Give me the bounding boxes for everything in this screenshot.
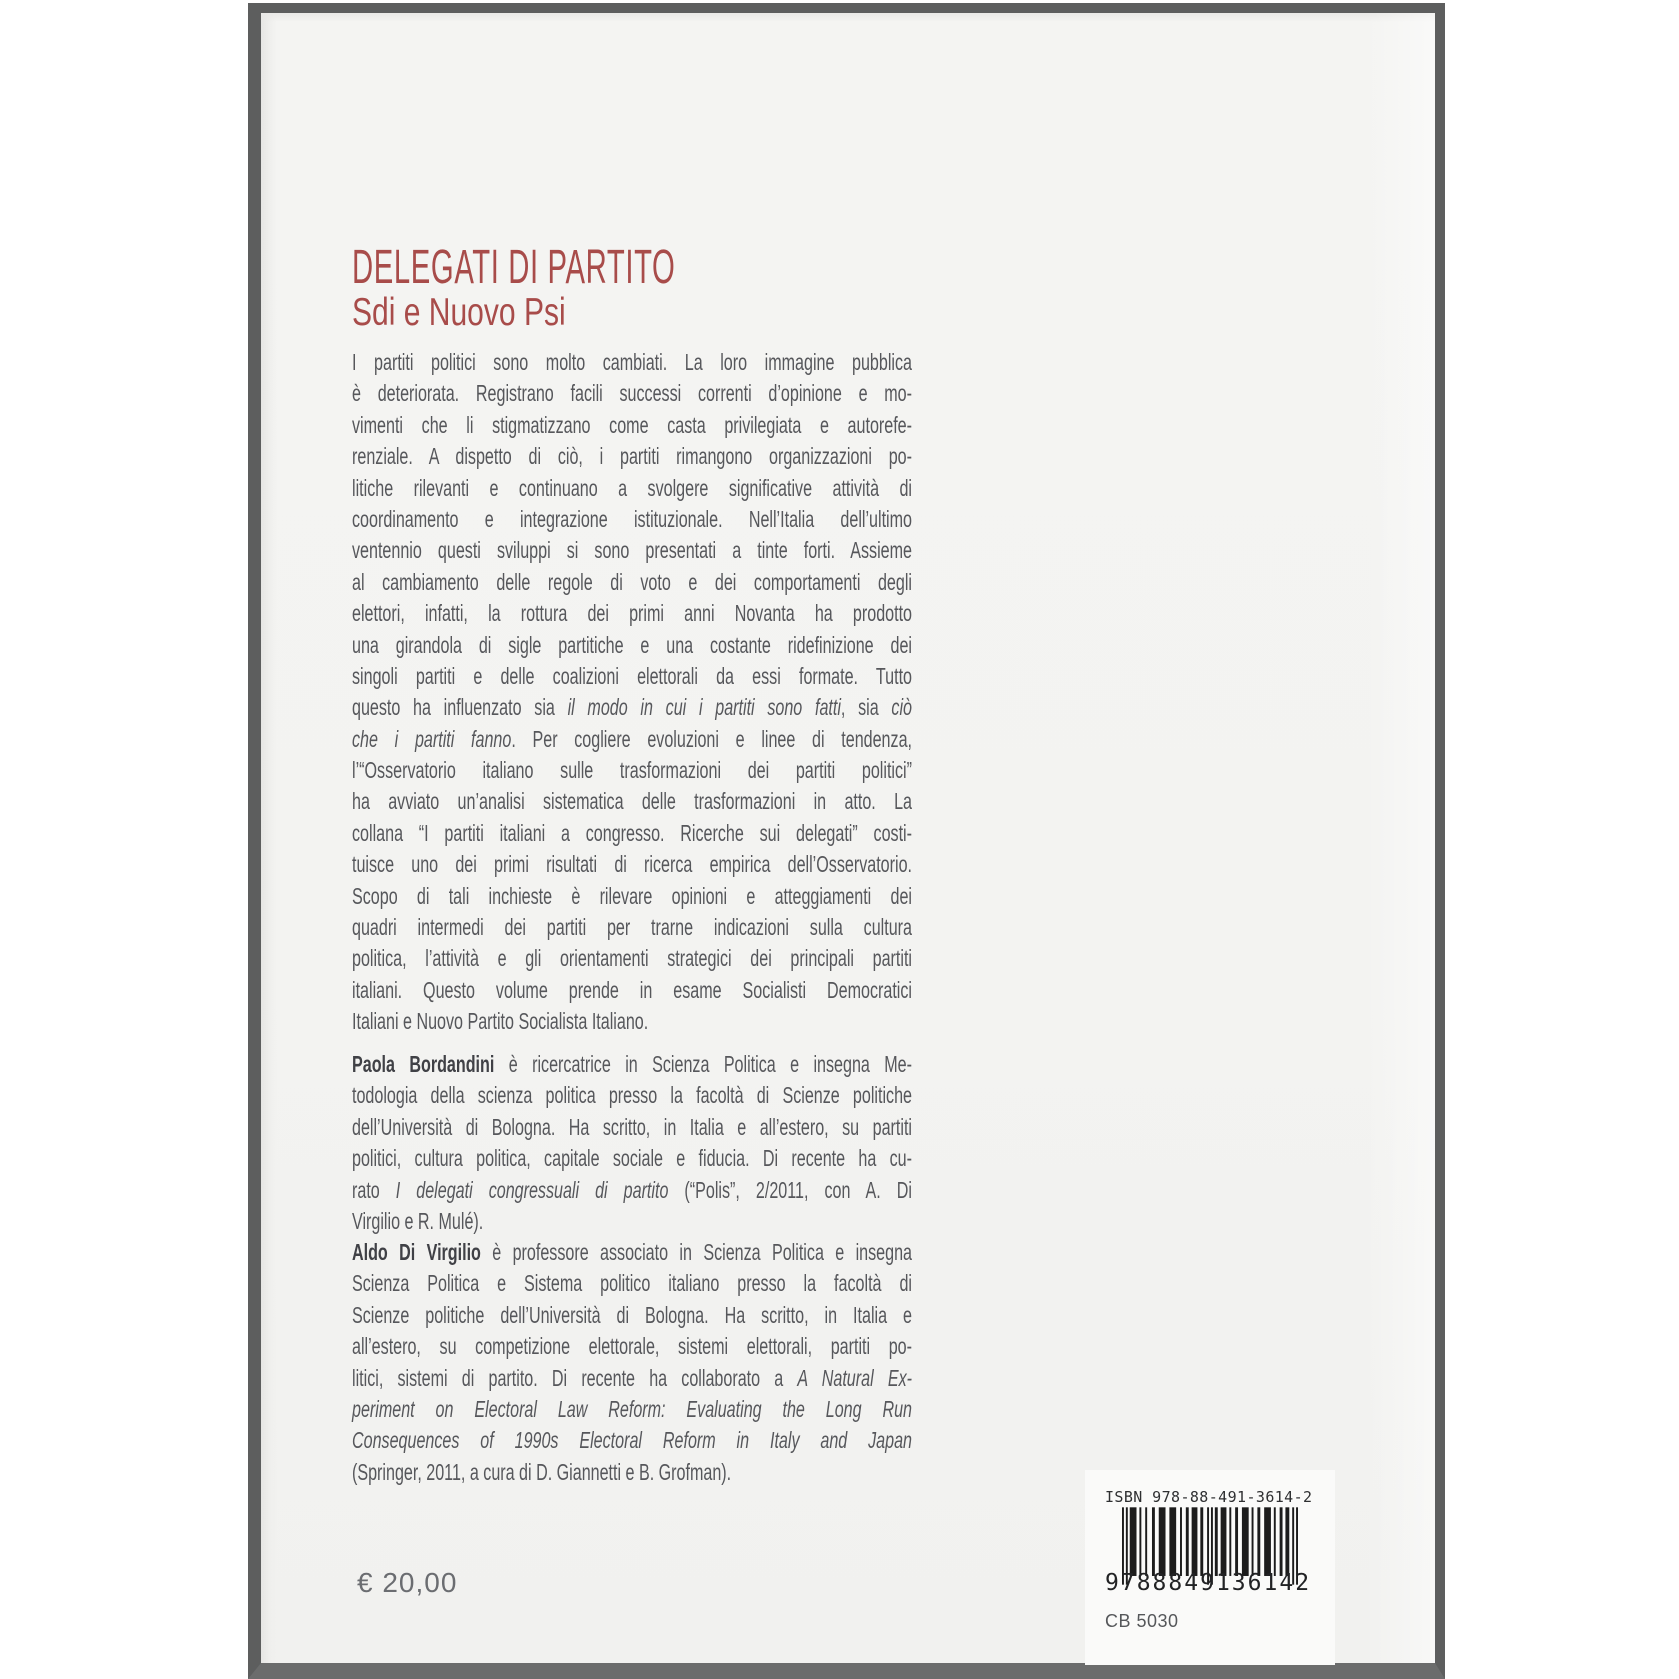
book-back-cover <box>248 3 1445 1679</box>
text-line: Consequences of 1990s Electoral Reform in Italy and Japan <box>352 1427 912 1454</box>
text-line: ha avviato un’analisi sistematica delle trasformazioni in atto. La <box>352 788 912 815</box>
isbn-label <box>1085 1470 1335 1665</box>
price: € 20,00 <box>357 1567 458 1598</box>
text-line: elettori, infatti, la rottura dei primi anni Novanta ha prodotto <box>352 600 912 627</box>
page-edges-left <box>261 13 277 1663</box>
text-line: coordinamento e integrazione istituzionale. Nell’Italia dell’ultimo <box>352 505 912 532</box>
text-line: litici, sistemi di partito. Di recente ha collaborato a A Natural Ex- <box>352 1364 912 1391</box>
text-line: politici, cultura politica, capitale sociale e fiducia. Di recente ha cu- <box>352 1145 912 1172</box>
text-line: renziale. A dispetto di ciò, i partiti rimangono organizzazioni po- <box>352 443 912 470</box>
text-line: collana “I partiti italiani a congresso. Ricerche sui delegati” costi- <box>352 819 912 846</box>
book-subtitle: Sdi e Nuovo Psi <box>352 291 566 334</box>
text-line: Scienza Politica e Sistema politico italiano presso la facoltà di <box>352 1270 912 1297</box>
text-line: all’estero, su competizione elettorale, sistemi elettorali, partiti po- <box>352 1333 912 1360</box>
text-line: litiche rilevanti e continuano a svolgere significative attività di <box>352 474 912 501</box>
text-line: Aldo Di Virgilio è professore associato in Scienza Politica e insegna <box>352 1239 912 1265</box>
text-line: Virgilio e R. Mulé). <box>352 1207 484 1234</box>
text-line: che i partiti fanno. Per cogliere evoluzioni e linee di tendenza, <box>352 725 912 752</box>
book-title: DELEGATI DI PARTITO <box>352 241 676 294</box>
barcode-digit-group: 788849 <box>1120 1570 1216 1596</box>
text-line: al cambiamento delle regole di voto e dei comportamenti degli <box>352 568 912 595</box>
text-line: periment on Electoral Law Reform: Evaluating the Long Run <box>352 1395 912 1422</box>
text-line: è deteriorata. Registrano facili successi correnti d’opinione e mo- <box>352 380 912 407</box>
author-bio-bordandini <box>352 1049 912 1237</box>
barcode-digits <box>1105 1570 1311 1596</box>
page-edges-top <box>261 13 1435 22</box>
text-line: (Springer, 2011, a cura di D. Giannetti e B. Grofman). <box>352 1458 732 1485</box>
text-line: rato I delegati congressuali di partito (“Polis”, 2/2011, con A. Di <box>352 1176 912 1203</box>
text-line: italiani. Questo volume prende in esame Socialisti Democratici <box>352 976 912 1003</box>
text-line: politica, l’attività e gli orientamenti strategici dei principali partiti <box>352 945 912 972</box>
author-bio-divirgilio <box>352 1237 912 1488</box>
text-line: l’“Osservatorio italiano sulle trasformazioni dei partiti politici” <box>352 757 912 784</box>
barcode-digit-group: 9 <box>1105 1570 1121 1596</box>
text-line: Paola Bordandini è ricercatrice in Scienza Politica e insegna Me- <box>352 1051 912 1077</box>
text-line: I partiti politici sono molto cambiati. La loro immagine pubblica <box>352 349 912 375</box>
text-line: tuisce uno dei primi risultati di ricerca empirica dell’Osservatorio. <box>352 851 912 878</box>
publisher-code: CB 5030 <box>1105 1611 1179 1631</box>
text-line: todologia della scienza politica presso la facoltà di Scienze politiche <box>352 1082 912 1109</box>
text-line: Scienze politiche dell’Università di Bologna. Ha scritto, in Italia e <box>352 1301 912 1328</box>
text-line: Italiani e Nuovo Partito Socialista Italiano. <box>352 1008 649 1035</box>
back-cover-blurb <box>352 347 912 1038</box>
cover-sheen <box>1365 13 1435 1663</box>
text-line: questo ha influenzato sia il modo in cui i partiti sono fatti, sia ciò <box>352 694 912 721</box>
text-line: quadri intermedi dei partiti per trarne indicazioni sulla cultura <box>352 914 912 941</box>
text-line: dell’Università di Bologna. Ha scritto, in Italia e all’estero, su partiti <box>352 1113 912 1140</box>
text-line: una girandola di sigle partitiche e una costante ridefinizione dei <box>352 631 912 658</box>
text-line: vimenti che li stigmatizzano come casta privilegiata e autorefe- <box>352 411 912 438</box>
isbn-number: ISBN 978-88-491-3614-2 <box>1105 1488 1313 1506</box>
barcode-digit-group: 136142 <box>1215 1570 1312 1596</box>
text-line: ventennio questi sviluppi si sono presentati a tinte forti. Assieme <box>352 537 912 564</box>
text-line: singoli partiti e delle coalizioni elettorali da essi formate. Tutto <box>352 662 912 689</box>
text-line: Scopo di tali inchieste è rilevare opinioni e atteggiamenti dei <box>352 882 912 909</box>
